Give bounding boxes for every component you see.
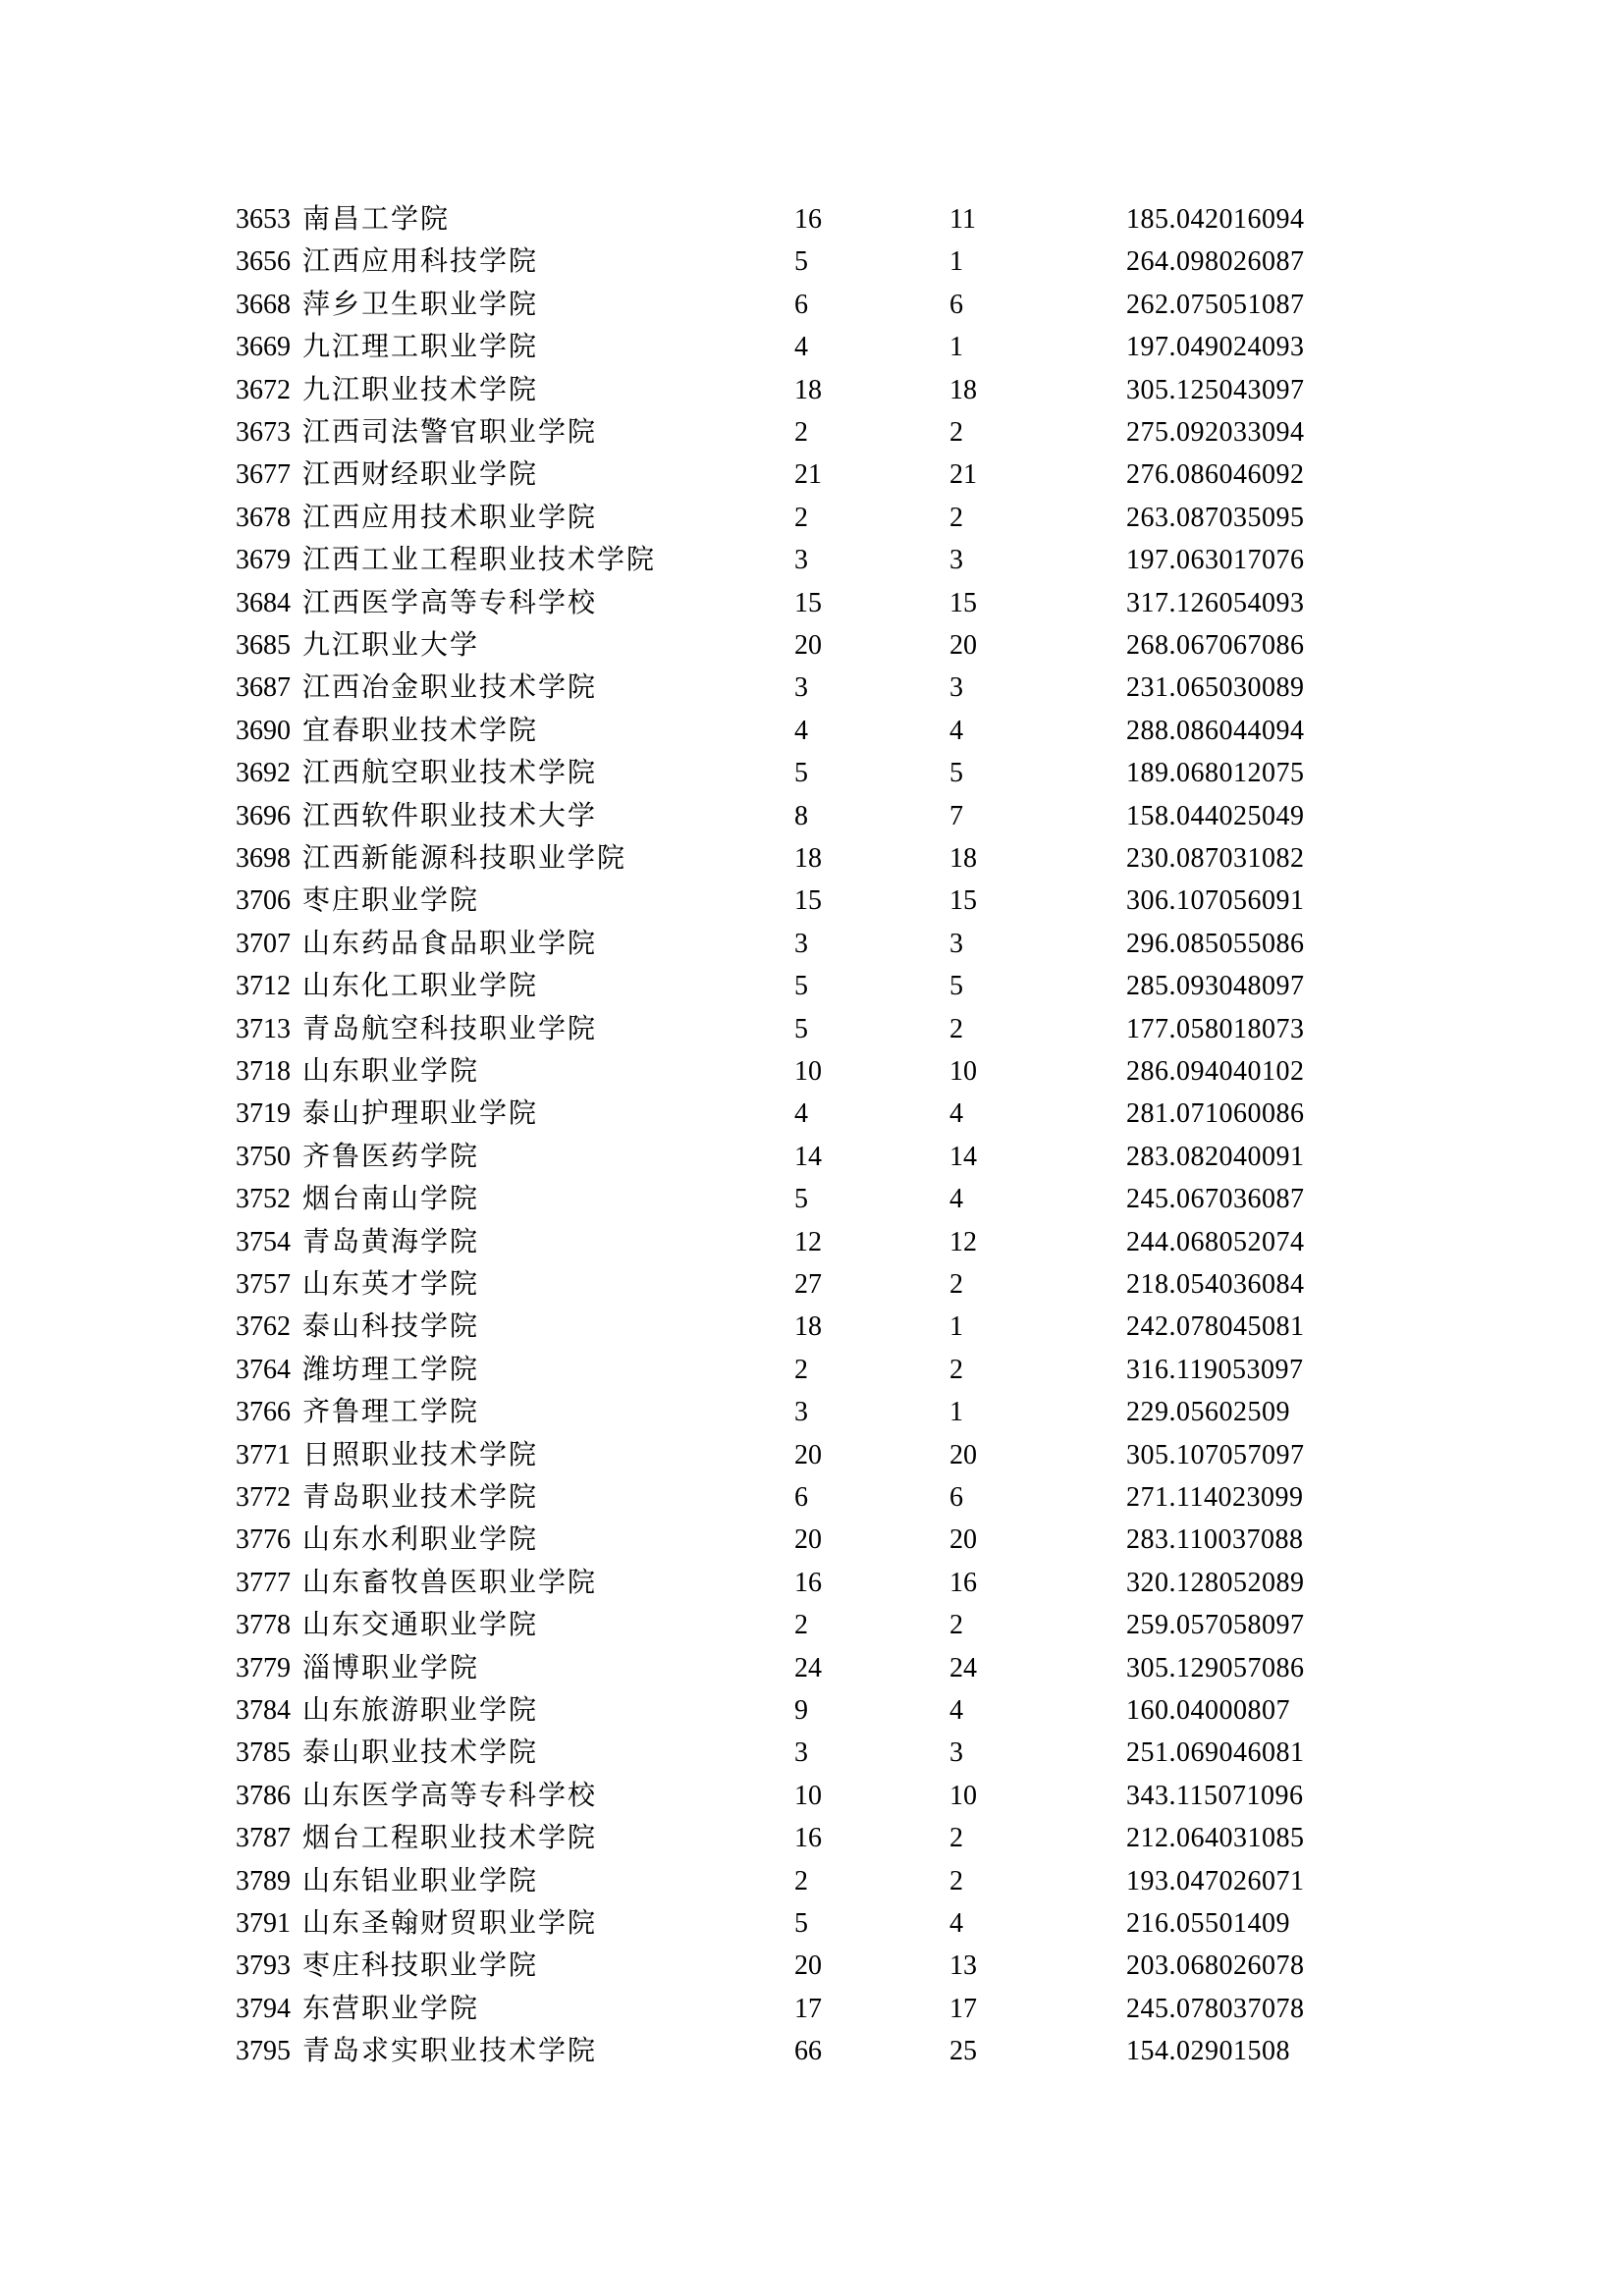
school-code: 3712 [236, 971, 291, 1002]
school-code: 3789 [236, 1865, 291, 1896]
admitted-count: 14 [949, 1141, 977, 1172]
table-row [0, 1562, 1624, 1605]
score-value: 229.05602509 [1126, 1397, 1290, 1428]
score-value: 218.054036084 [1126, 1269, 1305, 1300]
admitted-count: 3 [949, 928, 963, 959]
school-name: 宜春职业技术学院 [302, 715, 539, 746]
admitted-count: 6 [949, 1482, 963, 1513]
admitted-count: 2 [949, 1013, 963, 1044]
planned-count: 3 [794, 928, 808, 959]
planned-count: 15 [794, 885, 822, 917]
school-name: 萍乡卫生职业学院 [302, 289, 539, 320]
planned-count: 2 [794, 1354, 808, 1385]
score-value: 193.047026071 [1126, 1865, 1305, 1896]
score-value: 251.069046081 [1126, 1737, 1305, 1769]
admitted-count: 2 [949, 502, 963, 533]
school-name: 江西工业工程职业技术学院 [302, 545, 657, 576]
admitted-count: 21 [949, 459, 977, 491]
score-value: 264.098026087 [1126, 246, 1305, 278]
school-code: 3787 [236, 1823, 291, 1854]
score-value: 189.068012075 [1126, 758, 1305, 789]
table-row [0, 1860, 1624, 1903]
school-name: 山东英才学院 [302, 1269, 480, 1300]
school-name: 山东畜牧兽医职业学院 [302, 1567, 598, 1598]
school-name: 江西冶金职业技术学院 [302, 672, 598, 704]
planned-count: 3 [794, 1397, 808, 1428]
score-value: 305.125043097 [1126, 374, 1305, 405]
school-code: 3668 [236, 289, 291, 320]
admitted-count: 10 [949, 1056, 977, 1087]
school-code: 3685 [236, 630, 291, 661]
admitted-count: 3 [949, 545, 963, 576]
school-name: 江西航空职业技术学院 [302, 758, 598, 789]
school-code: 3750 [236, 1141, 291, 1172]
school-code: 3679 [236, 545, 291, 576]
score-value: 259.057058097 [1126, 1610, 1305, 1641]
planned-count: 21 [794, 459, 822, 491]
score-value: 305.129057086 [1126, 1652, 1305, 1683]
planned-count: 5 [794, 1184, 808, 1215]
admitted-count: 3 [949, 1737, 963, 1769]
school-name: 山东药品食品职业学院 [302, 928, 598, 959]
table-row [0, 1604, 1624, 1647]
table-row [0, 1689, 1624, 1733]
school-name: 潍坊理工学院 [302, 1354, 480, 1385]
admitted-count: 1 [949, 246, 963, 278]
score-value: 244.068052074 [1126, 1226, 1305, 1257]
planned-count: 20 [794, 1950, 822, 1982]
score-value: 320.128052089 [1126, 1567, 1305, 1598]
admitted-count: 16 [949, 1567, 977, 1598]
score-value: 305.107057097 [1126, 1439, 1305, 1470]
planned-count: 2 [794, 417, 808, 448]
table-row [0, 1476, 1624, 1520]
school-name: 九江职业大学 [302, 630, 480, 661]
school-code: 3684 [236, 587, 291, 618]
admitted-count: 5 [949, 971, 963, 1002]
admitted-count: 25 [949, 2036, 977, 2067]
school-name: 泰山科技学院 [302, 1311, 480, 1343]
score-value: 158.044025049 [1126, 800, 1305, 831]
school-code: 3713 [236, 1013, 291, 1044]
planned-count: 5 [794, 1908, 808, 1939]
table-row [0, 284, 1624, 327]
table-row [0, 1434, 1624, 1477]
school-name: 南昌工学院 [302, 204, 451, 235]
admitted-count: 2 [949, 1865, 963, 1896]
school-name: 泰山护理职业学院 [302, 1098, 539, 1130]
admitted-count: 1 [949, 1397, 963, 1428]
score-value: 231.065030089 [1126, 672, 1305, 704]
school-name: 枣庄科技职业学院 [302, 1950, 539, 1982]
planned-count: 20 [794, 630, 822, 661]
score-value: 268.067067086 [1126, 630, 1305, 661]
school-code: 3785 [236, 1737, 291, 1769]
table-row [0, 880, 1624, 923]
planned-count: 16 [794, 204, 822, 235]
planned-count: 4 [794, 1098, 808, 1130]
table-row [0, 965, 1624, 1008]
planned-count: 6 [794, 1482, 808, 1513]
table-row [0, 752, 1624, 795]
planned-count: 9 [794, 1695, 808, 1726]
planned-count: 18 [794, 1311, 822, 1343]
score-value: 283.082040091 [1126, 1141, 1305, 1172]
table-row [0, 667, 1624, 710]
table-row [0, 497, 1624, 540]
score-value: 203.068026078 [1126, 1950, 1305, 1982]
planned-count: 5 [794, 246, 808, 278]
table-row [0, 1391, 1624, 1434]
score-value: 230.087031082 [1126, 843, 1305, 874]
school-code: 3778 [236, 1610, 291, 1641]
table-row [0, 1008, 1624, 1051]
table-row [0, 539, 1624, 582]
school-code: 3673 [236, 417, 291, 448]
table-row [0, 411, 1624, 454]
school-code: 3719 [236, 1098, 291, 1130]
planned-count: 3 [794, 1737, 808, 1769]
table-row [0, 1902, 1624, 1946]
admitted-count: 10 [949, 1780, 977, 1811]
admitted-count: 2 [949, 1823, 963, 1854]
school-code: 3793 [236, 1950, 291, 1982]
score-value: 160.04000807 [1126, 1695, 1290, 1726]
admitted-count: 20 [949, 630, 977, 661]
school-name: 山东水利职业学院 [302, 1524, 539, 1556]
school-code: 3752 [236, 1184, 291, 1215]
table-row [0, 1647, 1624, 1690]
school-code: 3762 [236, 1311, 291, 1343]
planned-count: 20 [794, 1524, 822, 1556]
admitted-count: 11 [949, 204, 976, 235]
school-name: 烟台南山学院 [302, 1184, 480, 1215]
school-name: 东营职业学院 [302, 1993, 480, 2024]
planned-count: 66 [794, 2036, 822, 2067]
school-code: 3690 [236, 715, 291, 746]
school-code: 3692 [236, 758, 291, 789]
school-name: 山东旅游职业学院 [302, 1695, 539, 1726]
table-row [0, 1221, 1624, 1264]
school-code: 3771 [236, 1439, 291, 1470]
table-row [0, 710, 1624, 753]
school-code: 3777 [236, 1567, 291, 1598]
school-code: 3794 [236, 1993, 291, 2024]
score-value: 276.086046092 [1126, 459, 1305, 491]
table-row [0, 1263, 1624, 1307]
planned-count: 20 [794, 1439, 822, 1470]
admitted-count: 20 [949, 1439, 977, 1470]
admitted-count: 13 [949, 1950, 977, 1982]
score-value: 197.063017076 [1126, 545, 1305, 576]
school-name: 日照职业技术学院 [302, 1439, 539, 1470]
table-row [0, 1050, 1624, 1094]
school-name: 江西应用技术职业学院 [302, 502, 598, 533]
score-value: 283.110037088 [1126, 1524, 1304, 1556]
admitted-count: 4 [949, 1908, 963, 1939]
planned-count: 15 [794, 587, 822, 618]
planned-count: 18 [794, 843, 822, 874]
table-row [0, 1093, 1624, 1136]
score-value: 185.042016094 [1126, 204, 1305, 235]
score-value: 262.075051087 [1126, 289, 1305, 320]
table-row [0, 1775, 1624, 1818]
admitted-count: 17 [949, 1993, 977, 2024]
planned-count: 4 [794, 715, 808, 746]
table-row [0, 923, 1624, 966]
score-value: 343.115071096 [1126, 1780, 1304, 1811]
planned-count: 3 [794, 545, 808, 576]
school-name: 青岛求实职业技术学院 [302, 2036, 598, 2067]
school-code: 3776 [236, 1524, 291, 1556]
score-value: 317.126054093 [1126, 587, 1305, 618]
school-code: 3791 [236, 1908, 291, 1939]
school-code: 3784 [236, 1695, 291, 1726]
planned-count: 10 [794, 1780, 822, 1811]
table-row [0, 369, 1624, 412]
table-row [0, 624, 1624, 667]
planned-count: 5 [794, 1013, 808, 1044]
admitted-count: 2 [949, 1269, 963, 1300]
school-code: 3754 [236, 1226, 291, 1257]
school-code: 3669 [236, 332, 291, 363]
school-name: 九江理工职业学院 [302, 332, 539, 363]
school-code: 3718 [236, 1056, 291, 1087]
school-code: 3672 [236, 374, 291, 405]
school-name: 山东圣翰财贸职业学院 [302, 1908, 598, 1939]
table-row [0, 1349, 1624, 1392]
score-value: 242.078045081 [1126, 1311, 1305, 1343]
school-code: 3795 [236, 2036, 291, 2067]
school-code: 3698 [236, 843, 291, 874]
school-code: 3764 [236, 1354, 291, 1385]
planned-count: 3 [794, 672, 808, 704]
table-row [0, 1178, 1624, 1221]
planned-count: 16 [794, 1823, 822, 1854]
school-name: 山东化工职业学院 [302, 971, 539, 1002]
admitted-count: 20 [949, 1524, 977, 1556]
table-row [0, 198, 1624, 241]
score-value: 286.094040102 [1126, 1056, 1305, 1087]
score-value: 288.086044094 [1126, 715, 1305, 746]
table-row [0, 2030, 1624, 2073]
school-name: 齐鲁理工学院 [302, 1397, 480, 1428]
school-name: 山东医学高等专科学校 [302, 1780, 598, 1811]
school-name: 青岛黄海学院 [302, 1226, 480, 1257]
planned-count: 2 [794, 1610, 808, 1641]
score-value: 306.107056091 [1126, 885, 1305, 917]
admitted-count: 4 [949, 1184, 963, 1215]
school-name: 青岛职业技术学院 [302, 1482, 539, 1513]
score-value: 177.058018073 [1126, 1013, 1305, 1044]
table-row [0, 1817, 1624, 1860]
school-name: 江西应用科技学院 [302, 246, 539, 278]
admitted-count: 2 [949, 417, 963, 448]
admitted-count: 12 [949, 1226, 977, 1257]
school-name: 青岛航空科技职业学院 [302, 1013, 598, 1044]
planned-count: 12 [794, 1226, 822, 1257]
table-row [0, 1519, 1624, 1562]
admitted-count: 2 [949, 1354, 963, 1385]
school-name: 山东交通职业学院 [302, 1610, 539, 1641]
admitted-count: 4 [949, 715, 963, 746]
score-value: 245.078037078 [1126, 1993, 1305, 2024]
admitted-count: 7 [949, 800, 963, 831]
score-value: 154.02901508 [1126, 2036, 1290, 2067]
planned-count: 5 [794, 758, 808, 789]
table-row [0, 1136, 1624, 1179]
admitted-count: 1 [949, 1311, 963, 1343]
score-value: 216.05501409 [1126, 1908, 1290, 1939]
table-row [0, 1306, 1624, 1349]
table-row [0, 837, 1624, 881]
school-code: 3786 [236, 1780, 291, 1811]
table-row [0, 795, 1624, 838]
planned-count: 2 [794, 1865, 808, 1896]
score-value: 275.092033094 [1126, 417, 1305, 448]
planned-count: 10 [794, 1056, 822, 1087]
school-code: 3706 [236, 885, 291, 917]
score-value: 316.119053097 [1126, 1354, 1304, 1385]
school-name: 江西新能源科技职业学院 [302, 843, 627, 874]
school-name: 江西司法警官职业学院 [302, 417, 598, 448]
admitted-count: 24 [949, 1652, 977, 1683]
score-value: 285.093048097 [1126, 971, 1305, 1002]
school-code: 3687 [236, 672, 291, 704]
table-row [0, 240, 1624, 284]
score-value: 271.114023099 [1126, 1482, 1304, 1513]
admitted-count: 4 [949, 1098, 963, 1130]
score-value: 296.085055086 [1126, 928, 1305, 959]
planned-count: 14 [794, 1141, 822, 1172]
planned-count: 27 [794, 1269, 822, 1300]
school-code: 3772 [236, 1482, 291, 1513]
school-name: 山东职业学院 [302, 1056, 480, 1087]
admitted-count: 6 [949, 289, 963, 320]
table-row [0, 1988, 1624, 2031]
school-name: 泰山职业技术学院 [302, 1737, 539, 1769]
school-code: 3707 [236, 928, 291, 959]
score-value: 197.049024093 [1126, 332, 1305, 363]
admitted-count: 15 [949, 885, 977, 917]
school-name: 江西财经职业学院 [302, 459, 539, 491]
planned-count: 8 [794, 800, 808, 831]
school-code: 3677 [236, 459, 291, 491]
admitted-count: 18 [949, 843, 977, 874]
table-row [0, 1945, 1624, 1988]
school-name: 齐鲁医药学院 [302, 1141, 480, 1172]
school-name: 江西医学高等专科学校 [302, 587, 598, 618]
planned-count: 17 [794, 1993, 822, 2024]
school-name: 淄博职业学院 [302, 1652, 480, 1683]
score-value: 263.087035095 [1126, 502, 1305, 533]
school-name: 枣庄职业学院 [302, 885, 480, 917]
score-value: 281.071060086 [1126, 1098, 1305, 1130]
table-row [0, 582, 1624, 625]
admitted-count: 2 [949, 1610, 963, 1641]
school-code: 3757 [236, 1269, 291, 1300]
admitted-count: 1 [949, 332, 963, 363]
planned-count: 4 [794, 332, 808, 363]
school-code: 3696 [236, 800, 291, 831]
school-code: 3678 [236, 502, 291, 533]
admitted-count: 4 [949, 1695, 963, 1726]
school-code: 3766 [236, 1397, 291, 1428]
admitted-count: 15 [949, 587, 977, 618]
admitted-count: 3 [949, 672, 963, 704]
school-name: 九江职业技术学院 [302, 374, 539, 405]
score-value: 212.064031085 [1126, 1823, 1305, 1854]
school-code: 3656 [236, 246, 291, 278]
table-row [0, 454, 1624, 497]
planned-count: 16 [794, 1567, 822, 1598]
planned-count: 5 [794, 971, 808, 1002]
school-name: 烟台工程职业技术学院 [302, 1823, 598, 1854]
planned-count: 2 [794, 502, 808, 533]
school-code: 3653 [236, 204, 291, 235]
school-name: 江西软件职业技术大学 [302, 800, 598, 831]
admitted-count: 5 [949, 758, 963, 789]
school-code: 3779 [236, 1652, 291, 1683]
score-value: 245.067036087 [1126, 1184, 1305, 1215]
planned-count: 6 [794, 289, 808, 320]
admitted-count: 18 [949, 374, 977, 405]
school-name: 山东铝业职业学院 [302, 1865, 539, 1896]
table-row [0, 326, 1624, 369]
table-row [0, 1732, 1624, 1775]
planned-count: 18 [794, 374, 822, 405]
planned-count: 24 [794, 1652, 822, 1683]
